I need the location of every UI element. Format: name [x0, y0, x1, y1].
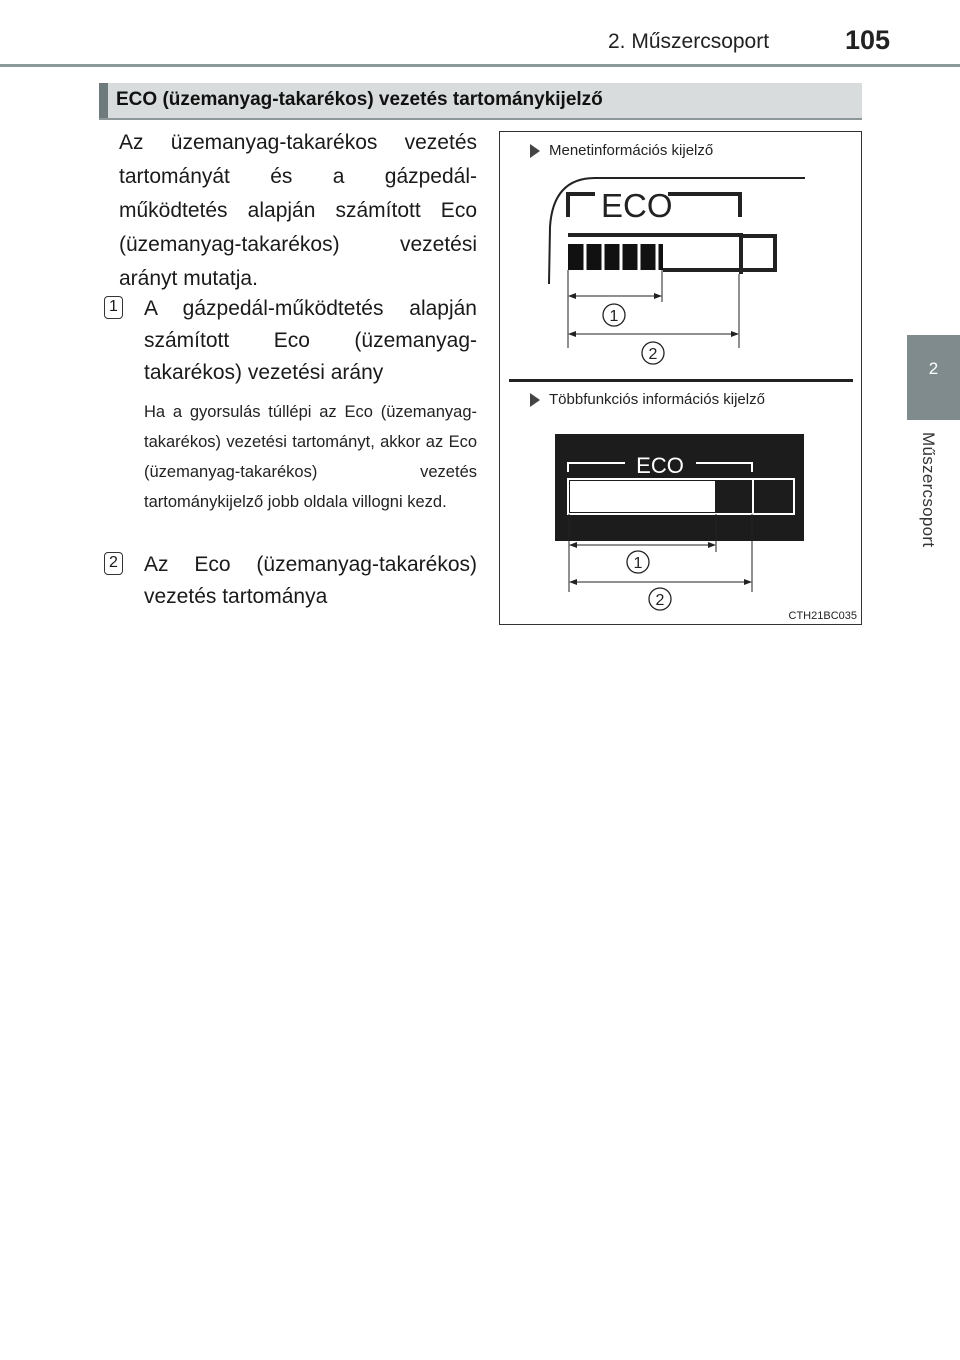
figure-code: CTH21BC035 [788, 610, 857, 622]
item-note: Ha a gyorsulás túllépi az Eco (üzemanyag-takarékos) vezetési tartományt, akkor az Eco (üzemanyag-takarékos) vezetés tartománykijelző jobb oldala villogni kezd. [144, 403, 477, 511]
figure-caption-bottom [530, 391, 765, 408]
chapter-tab [907, 335, 960, 420]
section-heading [99, 83, 862, 120]
figure-divider [509, 379, 853, 382]
chapter-tab-label: Műszercsoport [919, 432, 938, 548]
eco-indicator-figure [499, 131, 862, 625]
item-text-2: Az Eco (üzemanyag-takarékos) vezetés tartománya [144, 553, 477, 608]
eco-label-top: ECO [601, 187, 673, 224]
header-divider [0, 64, 960, 67]
callout-2-top: 2 [648, 346, 658, 363]
section-title: ECO (üzemanyag-takarékos) vezetés tartománykijelző [116, 89, 603, 110]
callout-1-bottom: 1 [633, 555, 643, 572]
caption-bottom-text: Többfunkciós információs kijelző [549, 391, 765, 408]
list-item-2 [104, 549, 477, 613]
item-text-1: A gázpedál-működtetés alapján számított Eco (üzemanyag-takarékos) vezetési arány [144, 297, 477, 384]
callout-2-bottom: 2 [655, 592, 665, 609]
chapter-tab-number: 2 [928, 359, 939, 378]
caption-top-text: Menetinformációs kijelző [549, 142, 714, 159]
triangle-bullet-icon [530, 393, 540, 407]
page-number: 105 [845, 25, 891, 55]
eco-label-bottom: ECO [636, 453, 684, 478]
multi-info-display-bottom [555, 434, 804, 610]
eco-display-illustration [500, 132, 861, 624]
intro-paragraph: Az üzemanyag-takarékos vezetés tartományát és a gázpedál-működtetés alapján számított Eco (üzemanyag-takarékos) vezetési arányt mutatja. [119, 131, 477, 290]
list-item-1 [104, 293, 477, 389]
item-number-2: 2 [104, 552, 123, 575]
section-heading-stripe [99, 83, 108, 118]
chapter-title: 2. Műszercsoport [608, 30, 770, 53]
item-number-1: 1 [104, 296, 123, 319]
callout-1-top: 1 [609, 308, 619, 325]
multi-info-display-top [549, 178, 805, 364]
